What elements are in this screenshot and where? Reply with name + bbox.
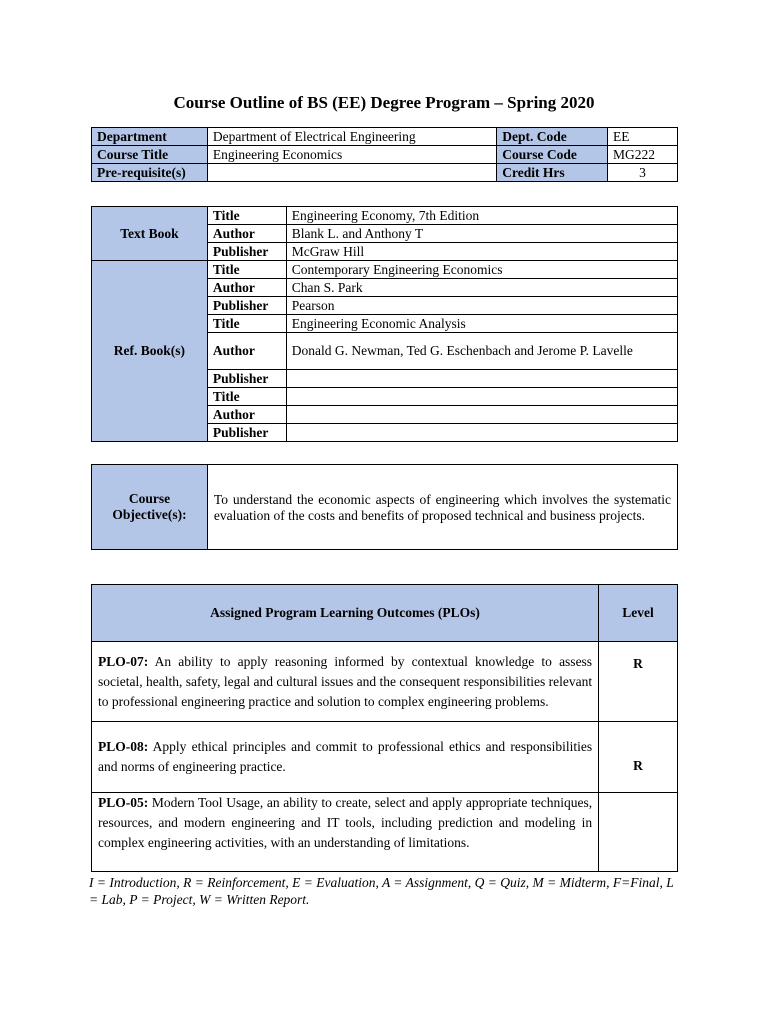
ref-book-3-publisher — [286, 424, 677, 442]
field-label-publisher: Publisher — [207, 370, 286, 388]
plo-08-cell — [92, 722, 599, 793]
ref-books-label: Ref. Book(s) — [92, 261, 208, 442]
field-label-author: Author — [207, 225, 286, 243]
ref-book-3-author — [286, 406, 677, 424]
text-book-publisher: McGraw Hill — [286, 243, 677, 261]
course-title-value: Engineering Economics — [207, 146, 496, 164]
credit-hrs-label: Credit Hrs — [497, 164, 608, 182]
objective-table — [91, 464, 678, 550]
department-label: Department — [92, 128, 208, 146]
table-row — [92, 164, 678, 182]
plo-description: Apply ethical principles and commit to professional ethics and responsibilities and norms of engineering practice. — [98, 739, 593, 774]
plo-level: R — [599, 642, 678, 722]
ref-book-1-author: Chan S. Park — [286, 279, 677, 297]
plo-05-cell — [92, 793, 599, 872]
table-row — [92, 261, 678, 279]
level-legend: I = Introduction, R = Reinforcement, E = Evaluation, A = Assignment, Q = Quiz, M = Midterm, F=Final, L = Lab, P = Project, W = Written Report. — [89, 875, 674, 907]
plo-level — [599, 793, 678, 872]
table-row — [92, 642, 678, 722]
table-row — [92, 465, 678, 550]
table-row — [92, 793, 678, 872]
plo-code: PLO-07: — [98, 653, 149, 669]
field-label-publisher: Publisher — [207, 297, 286, 315]
plo-07-cell — [92, 642, 599, 722]
field-label-title: Title — [207, 388, 286, 406]
field-label-title: Title — [207, 207, 286, 225]
ref-book-2-publisher — [286, 370, 677, 388]
books-table — [91, 206, 678, 442]
field-label-title: Title — [207, 315, 286, 333]
objective-label: Course Objective(s): — [92, 465, 208, 550]
text-book-title: Engineering Economy, 7th Edition — [286, 207, 677, 225]
ref-book-3-title — [286, 388, 677, 406]
field-label-author: Author — [207, 333, 286, 370]
text-book-author: Blank L. and Anthony T — [286, 225, 677, 243]
prerequisite-value — [207, 164, 496, 182]
plo-code: PLO-05: — [98, 795, 149, 810]
objective-text: To understand the economic aspects of engineering which involves the systematic evaluation of the costs and benefits of proposed technical and business projects. — [207, 465, 677, 550]
course-title-label: Course Title — [92, 146, 208, 164]
field-label-publisher: Publisher — [207, 243, 286, 261]
field-label-author: Author — [207, 279, 286, 297]
field-label-title: Title — [207, 261, 286, 279]
table-row — [92, 128, 678, 146]
table-row — [92, 207, 678, 225]
ref-book-1-publisher: Pearson — [286, 297, 677, 315]
plo-description: Modern Tool Usage, an ability to create, select and apply appropriate techniques, resources, and modern engineering and IT tools, including prediction and modeling in complex engineering activities, with an understanding of limitations. — [98, 795, 593, 850]
department-value: Department of Electrical Engineering — [207, 128, 496, 146]
plo-header: Assigned Program Learning Outcomes (PLOs) — [92, 585, 599, 642]
prerequisite-label: Pre-requisite(s) — [92, 164, 208, 182]
plo-description: An ability to apply reasoning informed by contextual knowledge to assess societal, health, safety, legal and cultural issues and the consequent responsibilities relevant to professional engineering practice and solution to complex engineering problems. — [98, 653, 593, 709]
credit-hrs-value: 3 — [608, 164, 678, 182]
text-book-label: Text Book — [92, 207, 208, 261]
ref-book-1-title: Contemporary Engineering Economics — [286, 261, 677, 279]
ref-book-2-title: Engineering Economic Analysis — [286, 315, 677, 333]
ref-book-2-author: Donald G. Newman, Ted G. Eschenbach and Jerome P. Lavelle — [286, 333, 677, 370]
table-row — [92, 722, 678, 793]
field-label-author: Author — [207, 406, 286, 424]
table-row — [92, 585, 678, 642]
course-code-label: Course Code — [497, 146, 608, 164]
plo-table — [91, 584, 678, 872]
dept-code-label: Dept. Code — [497, 128, 608, 146]
course-info-table — [91, 127, 678, 182]
plo-level: R — [599, 722, 678, 793]
dept-code-value: EE — [608, 128, 678, 146]
field-label-publisher: Publisher — [207, 424, 286, 442]
table-row — [92, 146, 678, 164]
plo-code: PLO-08: — [98, 739, 149, 754]
page-title: Course Outline of BS (EE) Degree Program – Spring 2020 — [173, 93, 595, 112]
level-header: Level — [599, 585, 678, 642]
course-code-value: MG222 — [608, 146, 678, 164]
